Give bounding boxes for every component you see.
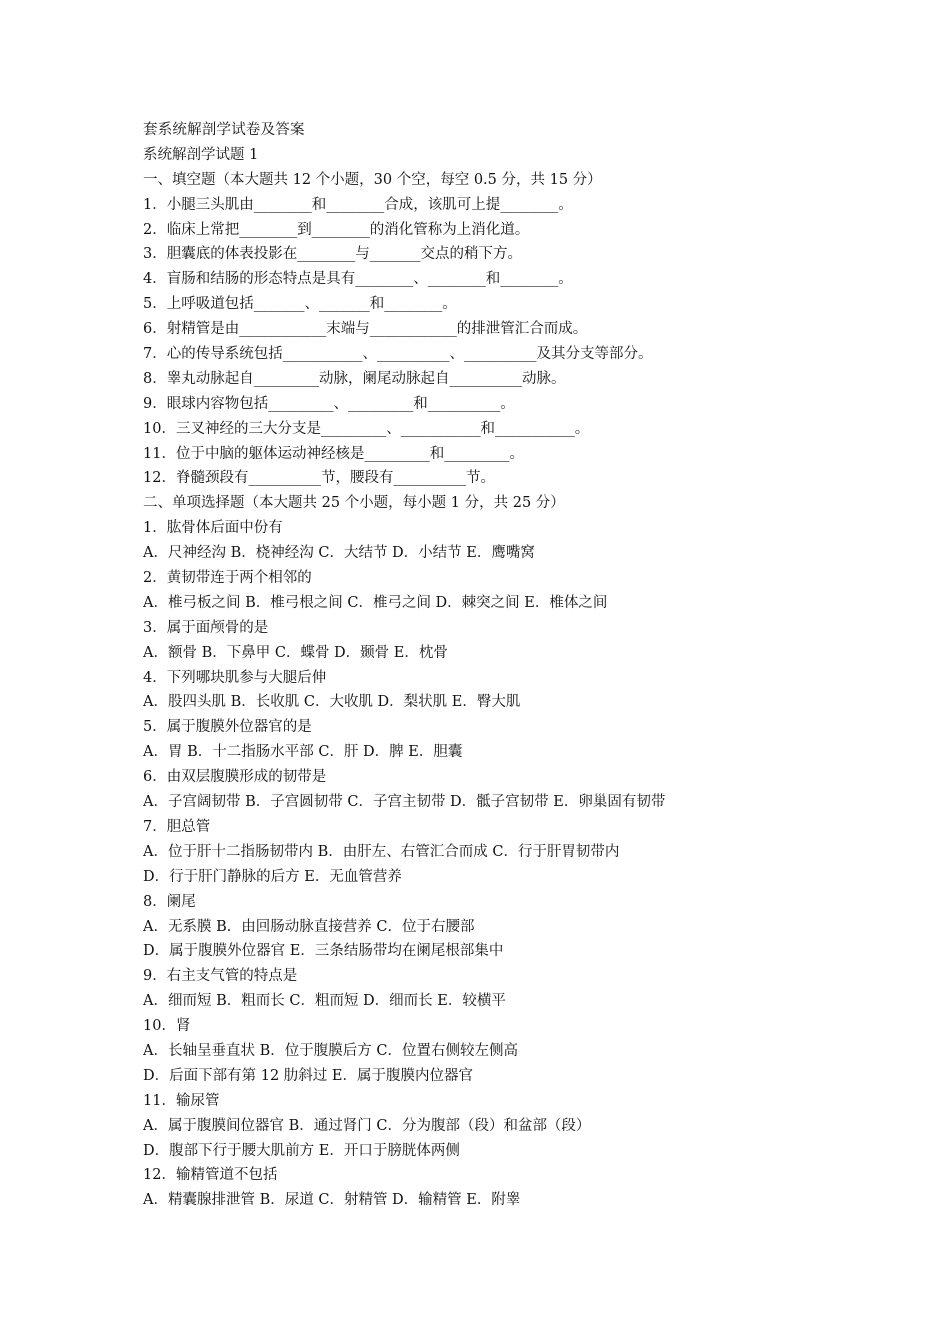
choice-question-stem: 1．肱骨体后面中份有 [143,520,283,537]
choice-question-stem: 9．右主支气管的特点是 [143,968,298,985]
fill-blank-question: 2．临床上常把________到________的消化管称为上消化道。 [143,221,530,238]
fill-blank-question: 5．上呼吸道包括_______、_______和________。 [143,296,457,313]
choice-options: A．子宫阔韧带 B．子宫圆韧带 C．子宫主韧带 D．骶子宫韧带 E．卵巢固有韧带 [143,794,666,811]
choice-options: A．股四头肌 B．长收肌 C．大收肌 D．梨状肌 E．臀大肌 [143,694,521,711]
choice-options: A．额骨 B．下鼻甲 C．蝶骨 D．颞骨 E．枕骨 [143,644,448,661]
choice-options: D．行于肝门静脉的后方 E．无血管营养 [143,868,402,885]
document-body [143,118,923,1213]
choice-question-stem: 11．输尿管 [143,1092,220,1109]
choice-options: A．细而短 B．粗而长 C．粗而短 D．细而长 E．较横平 [143,993,506,1010]
choice-question-stem: 7．胆总管 [143,818,211,835]
choice-options: A．精囊腺排泄管 B．尿道 C．射精管 D．输精管 E．附睾 [143,1192,521,1209]
choice-question-stem: 8．阑尾 [143,893,196,910]
fill-blank-question: 3．胆囊底的体表投影在________与_______交点的稍下方。 [143,246,522,263]
section-heading-single-choice: 二、单项选择题（本大题共 25 个小题，每小题 1 分，共 25 分） [143,495,565,512]
fill-blank-question: 7．心的传导系统包括___________、__________、__________及其分支等部分。 [143,346,653,363]
choice-question-stem: 4．下列哪块肌参与大腿后伸 [143,669,327,686]
choice-options: D．属于腹膜外位器官 E．三条结肠带均在阑尾根部集中 [143,943,504,960]
document-subtitle: 系统解剖学试题 1 [143,146,259,163]
choice-options: A．椎弓板之间 B．椎弓根之间 C．椎弓之间 D．棘突之间 E．椎体之间 [143,594,608,611]
fill-blank-question: 11．位于中脑的躯体运动神经核是_________和_________。 [143,445,524,462]
fill-blank-question: 9．眼球内容物包括_________、_________和__________。 [143,395,515,412]
choice-question-stem: 3．属于面颅骨的是 [143,619,269,636]
choice-question-stem: 5．属于腹膜外位器官的是 [143,719,312,736]
choice-options: A．无系膜 B．由回肠动脉直接营养 C．位于右腰部 [143,918,475,935]
choice-options: A．长轴呈垂直状 B．位于腹膜后方 C．位置右侧较左侧高 [143,1042,518,1059]
choice-question-stem: 2．黄韧带连于两个相邻的 [143,570,312,587]
choice-options: A．位于肝十二指肠韧带内 B．由肝左、右管汇合而成 C．行于肝胃韧带内 [143,843,620,860]
choice-options: D．腹部下行于腰大肌前方 E．开口于膀胱体两侧 [143,1142,460,1159]
choice-options: D．后面下部有第 12 肋斜过 E．属于腹膜内位器官 [143,1067,473,1084]
choice-options: A．属于腹膜间位器官 B．通过肾门 C．分为腹部（段）和盆部（段） [143,1117,591,1134]
fill-blank-question: 12．脊髓颈段有__________节，腰段有__________节。 [143,470,495,487]
document-title: 套系统解剖学试卷及答案 [143,122,305,138]
fill-blank-question: 6．射精管是由____________末端与____________的排泄管汇合而成。 [143,321,588,338]
fill-blank-question: 4．盲肠和结肠的形态特点是具有________、________和________。 [143,271,573,288]
choice-options: A．胃 B．十二指肠水平部 C．肝 D．脾 E．胆囊 [143,744,463,761]
choice-question-stem: 10．肾 [143,1018,191,1035]
choice-options: A．尺神经沟 B．桡神经沟 C．大结节 D．小结节 E．鹰嘴窝 [143,545,535,562]
fill-blank-question: 10．三叉神经的三大分支是_________、___________和___________。 [143,420,590,437]
fill-blank-question: 8．睾丸动脉起自_________动脉，阑尾动脉起自__________动脉。 [143,370,566,387]
choice-question-stem: 12．输精管道不包括 [143,1167,278,1184]
fill-blank-question: 1．小腿三头肌由________和________合成，该肌可上提________。 [143,196,573,213]
section-heading-fill-blank: 一、填空题（本大题共 12 个小题，30 个空，每空 0.5 分，共 15 分） [143,171,602,188]
choice-question-stem: 6．由双层腹膜形成的韧带是 [143,769,327,786]
